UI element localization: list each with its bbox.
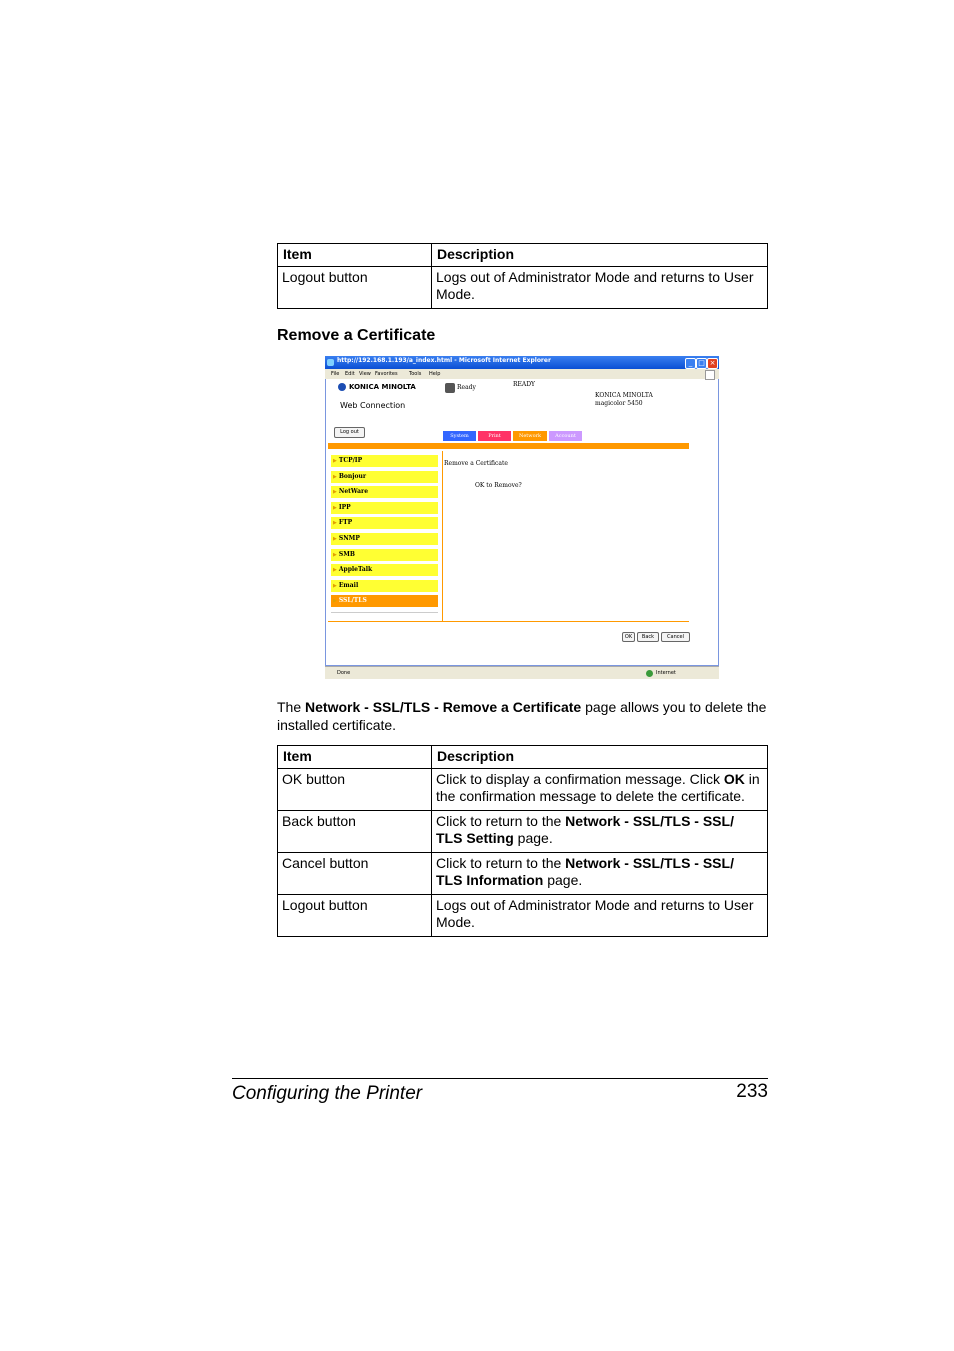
- description-text: Click to display a confirmation message. Click: [436, 771, 724, 787]
- window-title: http://192.168.1.193/a_index.html - Microsoft Internet Explorer: [337, 357, 551, 364]
- arrow-icon: ▶: [333, 536, 337, 542]
- sidebar-item-label: SMB: [338, 550, 355, 558]
- sidebar-item-label: Email: [338, 581, 359, 589]
- header-description: Description: [432, 244, 768, 267]
- printer-icon: [445, 383, 455, 393]
- sidebar-item-bonjour[interactable]: [331, 471, 438, 483]
- arrow-icon: ▶: [333, 582, 337, 589]
- sidebar-item-netware[interactable]: [331, 486, 438, 498]
- description-text: Logs out of Administrator Mode and returns to User Mode.: [436, 897, 754, 930]
- sidebar-item-email[interactable]: [331, 580, 438, 592]
- ie-icon: [327, 359, 334, 366]
- footer-title: Configuring the Printer: [232, 1083, 423, 1104]
- menu-item-view[interactable]: View: [359, 371, 371, 377]
- cell-description: [432, 769, 768, 811]
- close-icon[interactable]: ×: [707, 358, 718, 369]
- description-text: in the confirmation message to delete the certificate.: [436, 771, 760, 804]
- header-item: Item: [278, 244, 432, 267]
- browser-screenshot: [325, 356, 719, 678]
- sidebar-item-label: FTP: [338, 519, 353, 527]
- window-title-bar: [325, 356, 719, 369]
- arrow-icon: ▶: [333, 504, 337, 511]
- cell-description: [432, 895, 768, 937]
- content-title: Remove a Certificate: [444, 460, 508, 467]
- menu-item-help[interactable]: Help: [429, 371, 441, 377]
- konica-logo: [338, 383, 416, 391]
- sidebar-item-snmp[interactable]: [331, 533, 438, 545]
- arrow-icon: ▶: [333, 520, 337, 527]
- back-button[interactable]: Back: [637, 632, 659, 642]
- sidebar-item-appletalk[interactable]: [331, 564, 438, 576]
- tab-network[interactable]: Network: [513, 431, 547, 441]
- tab-system[interactable]: System: [443, 431, 476, 441]
- globe-icon: [338, 383, 346, 391]
- logo-text: KONICA MINOLTA: [349, 383, 416, 391]
- menu-item-tools[interactable]: Tools: [409, 371, 422, 377]
- table-row: [278, 811, 768, 853]
- table-row: [278, 895, 768, 937]
- sidebar-item-label: AppleTalk: [338, 566, 373, 574]
- content-divider-horizontal: [328, 621, 689, 622]
- status-done: Done: [337, 670, 351, 676]
- footer-rule: [232, 1078, 768, 1079]
- sidebar-item-tcp-ip[interactable]: [331, 455, 438, 467]
- tab-underline-bar: [328, 443, 689, 449]
- sidebar-item-ssl-tls[interactable]: [331, 595, 438, 607]
- page-number: 233: [736, 1081, 768, 1102]
- sidebar-item-ftp[interactable]: [331, 517, 438, 529]
- table-header-row: [278, 746, 768, 769]
- logout-button[interactable]: Log out: [334, 427, 365, 438]
- table-row: [278, 769, 768, 811]
- menu-bar: [325, 369, 719, 379]
- ok-button[interactable]: OK: [622, 632, 635, 642]
- arrow-icon: ▶: [333, 567, 337, 574]
- para-text-end: page allows you to delete the installed certificate.: [277, 699, 767, 733]
- web-connection-label: Web Connection: [340, 401, 406, 410]
- arrow-icon: ▶: [333, 473, 337, 480]
- section-heading: Remove a Certificate: [277, 327, 436, 344]
- cell-item: Back button: [278, 811, 432, 853]
- arrow-icon: ▶: [333, 458, 337, 464]
- bold-text: Network - SSL/TLS - SSL/ TLS Setting: [436, 813, 734, 846]
- ready-label: Ready: [457, 384, 476, 391]
- menu-item-edit[interactable]: Edit: [345, 371, 355, 377]
- para-bold-path: Network - SSL/TLS - Remove a Certificate: [305, 699, 582, 715]
- header-description: Description: [432, 746, 768, 769]
- sidebar-item-label: Bonjour: [338, 472, 366, 480]
- sidebar-item-label: SSL/TLS: [338, 597, 367, 605]
- status-text: READY: [513, 381, 536, 388]
- status-bar: [325, 666, 719, 679]
- content-divider-vertical: [442, 451, 443, 621]
- description-paragraph: [277, 698, 769, 734]
- sidebar-item-label: NetWare: [338, 488, 369, 496]
- sidebar-item-smb[interactable]: [331, 549, 438, 561]
- internet-zone-icon: [646, 670, 653, 677]
- sidebar-item-label: TCP/IP: [338, 457, 363, 464]
- cell-item: Logout button: [278, 895, 432, 937]
- status-zone: Internet: [656, 670, 676, 676]
- para-text-start: The: [277, 699, 306, 715]
- table-header-row: [278, 244, 768, 267]
- header-item: Item: [278, 746, 432, 769]
- minimize-icon[interactable]: _: [685, 358, 696, 369]
- description-text: page.: [543, 872, 583, 888]
- table-row: [278, 853, 768, 895]
- bold-text: Network - SSL/TLS - SSL/ TLS Information: [436, 855, 734, 888]
- item-table-logout: [277, 243, 768, 309]
- cell-item: Logout button: [278, 267, 432, 309]
- arrow-icon: ▶: [333, 489, 337, 496]
- cell-description: [432, 853, 768, 895]
- cell-item: Cancel button: [278, 853, 432, 895]
- maximize-icon[interactable]: □: [696, 358, 707, 369]
- sidebar-divider: [331, 612, 438, 613]
- description-text: page.: [513, 830, 553, 846]
- cell-description: [432, 811, 768, 853]
- model-info: [595, 392, 653, 408]
- description-text: Click to return to the: [436, 813, 566, 829]
- sidebar-item-label: IPP: [338, 503, 351, 511]
- sidebar-item-label: SNMP: [338, 535, 360, 542]
- menu-item-file[interactable]: File: [331, 371, 340, 377]
- bold-text: OK: [723, 771, 745, 787]
- table-row: [278, 267, 768, 309]
- model-line-1: KONICA MINOLTA: [595, 392, 653, 399]
- item-table-remove-certificate: [277, 745, 768, 937]
- cancel-button[interactable]: Cancel: [661, 632, 690, 642]
- tab-print[interactable]: Print: [478, 431, 511, 441]
- description-text: Click to return to the: [436, 855, 566, 871]
- model-line-2: magicolor 5450: [595, 400, 643, 407]
- arrow-icon: ▶: [333, 551, 337, 558]
- arrow-icon: ▶: [333, 598, 337, 605]
- tab-account[interactable]: Account: [549, 431, 582, 441]
- cell-description: Logs out of Administrator Mode and returns to User Mode.: [432, 267, 768, 309]
- cell-item: OK button: [278, 769, 432, 811]
- sidebar-item-ipp[interactable]: [331, 502, 438, 514]
- confirm-prompt: OK to Remove?: [475, 482, 522, 489]
- menu-item-favorites[interactable]: Favorites: [375, 371, 398, 377]
